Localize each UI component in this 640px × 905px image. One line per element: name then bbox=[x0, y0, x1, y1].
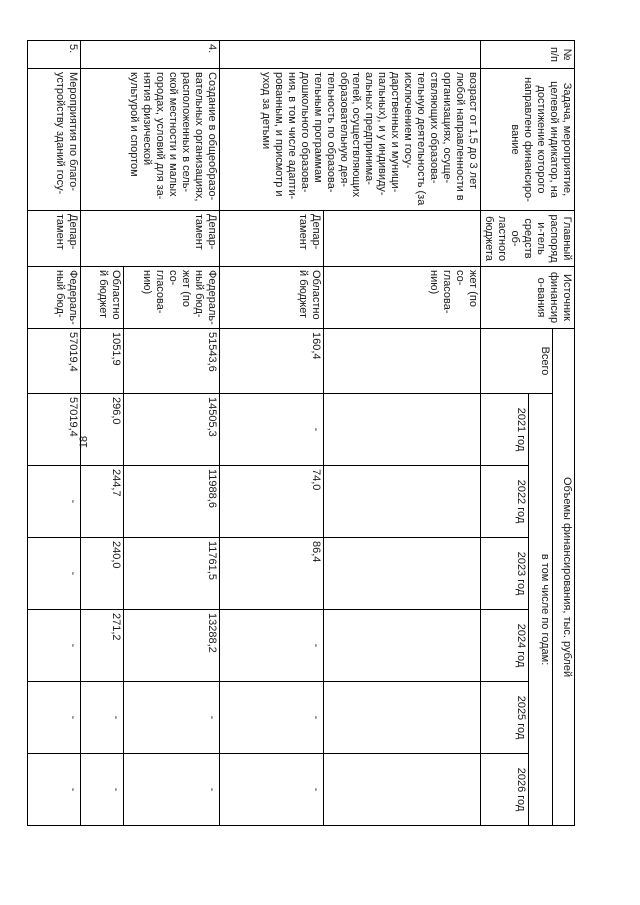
header-year: 2023 год bbox=[481, 538, 529, 610]
cell-total: 51543,6 bbox=[124, 329, 220, 394]
page-number: 18 bbox=[78, 435, 91, 449]
cell-value bbox=[324, 682, 481, 754]
cell-value: - bbox=[220, 754, 324, 826]
cell-value: - bbox=[220, 394, 324, 466]
cell-value: 74,0 bbox=[220, 466, 324, 538]
cell-value: - bbox=[28, 610, 81, 682]
cell-task: Мероприятия по благо-устройству зданий госу- bbox=[28, 69, 81, 211]
cell-value: 57019,4 bbox=[28, 394, 81, 466]
cell-value bbox=[324, 466, 481, 538]
header-no: № п/п bbox=[481, 41, 575, 69]
cell-value: - bbox=[28, 682, 81, 754]
cell-no: 4. bbox=[81, 41, 220, 69]
header-volumes: Объемы финансирования, тыс. рублей bbox=[553, 329, 575, 826]
cell-manager bbox=[324, 211, 481, 267]
cell-value: 86,4 bbox=[220, 538, 324, 610]
header-task: Задача, мероприятие, целевой индикатор, на достижение которого направлено финансиро-вание bbox=[481, 69, 575, 211]
cell-value: - bbox=[28, 466, 81, 538]
header-year: 2021 год bbox=[481, 394, 529, 466]
cell-value: 244,7 bbox=[81, 466, 124, 538]
cell-value: - bbox=[220, 610, 324, 682]
cell-value: - bbox=[28, 538, 81, 610]
cell-total bbox=[324, 329, 481, 394]
cell-value: 11988,6 bbox=[124, 466, 220, 538]
cell-value: 240,0 bbox=[81, 538, 124, 610]
cell-source: Областной бюджет bbox=[81, 267, 124, 329]
cell-source: жет (по со-гласова-нию) bbox=[324, 267, 481, 329]
cell-value: 296,0 bbox=[81, 394, 124, 466]
table-header bbox=[481, 41, 575, 826]
cell-value: - bbox=[81, 754, 124, 826]
cell-task: возраст от 1,5 до 3 лет любой направленности в организациях, осуще-ствляющих образова-тельную деятельность (за исключением госу-дарственных и муници-пальных), и у индивиду-альных предпринима-телей, осуществляющих образовательную дея-тельность по образова-тельным программам дошкольного образова-ния, в том числе адапти-рованным, и присмотр и уход за детьми bbox=[220, 69, 481, 211]
cell-value: 11761,5 bbox=[124, 538, 220, 610]
cell-value: 271,2 bbox=[81, 610, 124, 682]
cell-source: Федераль-ный бюд-жет (по со-гласова-нию) bbox=[124, 267, 220, 329]
cell-total: 1051,9 bbox=[81, 329, 124, 394]
cell-no: 5. bbox=[28, 41, 81, 69]
cell-total: 57019,4 bbox=[28, 329, 81, 394]
header-year: 2024 год bbox=[481, 610, 529, 682]
cell-value: - bbox=[28, 754, 81, 826]
header-year: 2026 год bbox=[481, 754, 529, 826]
cell-value: 14505,3 bbox=[124, 394, 220, 466]
header-source: Источник финансиро-вания bbox=[481, 267, 575, 329]
cell-manager: Депар-тамент bbox=[220, 211, 324, 267]
cell-no bbox=[220, 41, 481, 69]
cell-value: - bbox=[220, 682, 324, 754]
header-by-years: в том числе по годам: bbox=[529, 394, 553, 826]
cell-source: Федераль-ный бюд- bbox=[28, 267, 81, 329]
table-row bbox=[28, 41, 81, 826]
cell-task: Создание в общеобразо-вательных организациях, расположенных в сель-ской местности и малых городах, условий для за-нятия физической культурой и спортом bbox=[81, 69, 220, 211]
table-row bbox=[124, 41, 220, 826]
cell-value: - bbox=[124, 682, 220, 754]
cell-value bbox=[324, 754, 481, 826]
financing-table bbox=[27, 40, 575, 826]
cell-value: - bbox=[81, 682, 124, 754]
cell-manager: Депар-тамент bbox=[28, 211, 81, 267]
header-manager: Главный распоряди-тель средств об-ластного бюджета bbox=[481, 211, 575, 267]
cell-value bbox=[324, 394, 481, 466]
cell-manager: Депар-тамент bbox=[81, 211, 220, 267]
header-total: Всего bbox=[481, 329, 553, 394]
header-year: 2025 год bbox=[481, 682, 529, 754]
cell-value bbox=[324, 538, 481, 610]
header-year: 2022 год bbox=[481, 466, 529, 538]
cell-source: Областной бюджет bbox=[220, 267, 324, 329]
cell-total: 160,4 bbox=[220, 329, 324, 394]
cell-value bbox=[324, 610, 481, 682]
cell-value: 13288,2 bbox=[124, 610, 220, 682]
table-row bbox=[324, 41, 481, 826]
cell-value: - bbox=[124, 754, 220, 826]
